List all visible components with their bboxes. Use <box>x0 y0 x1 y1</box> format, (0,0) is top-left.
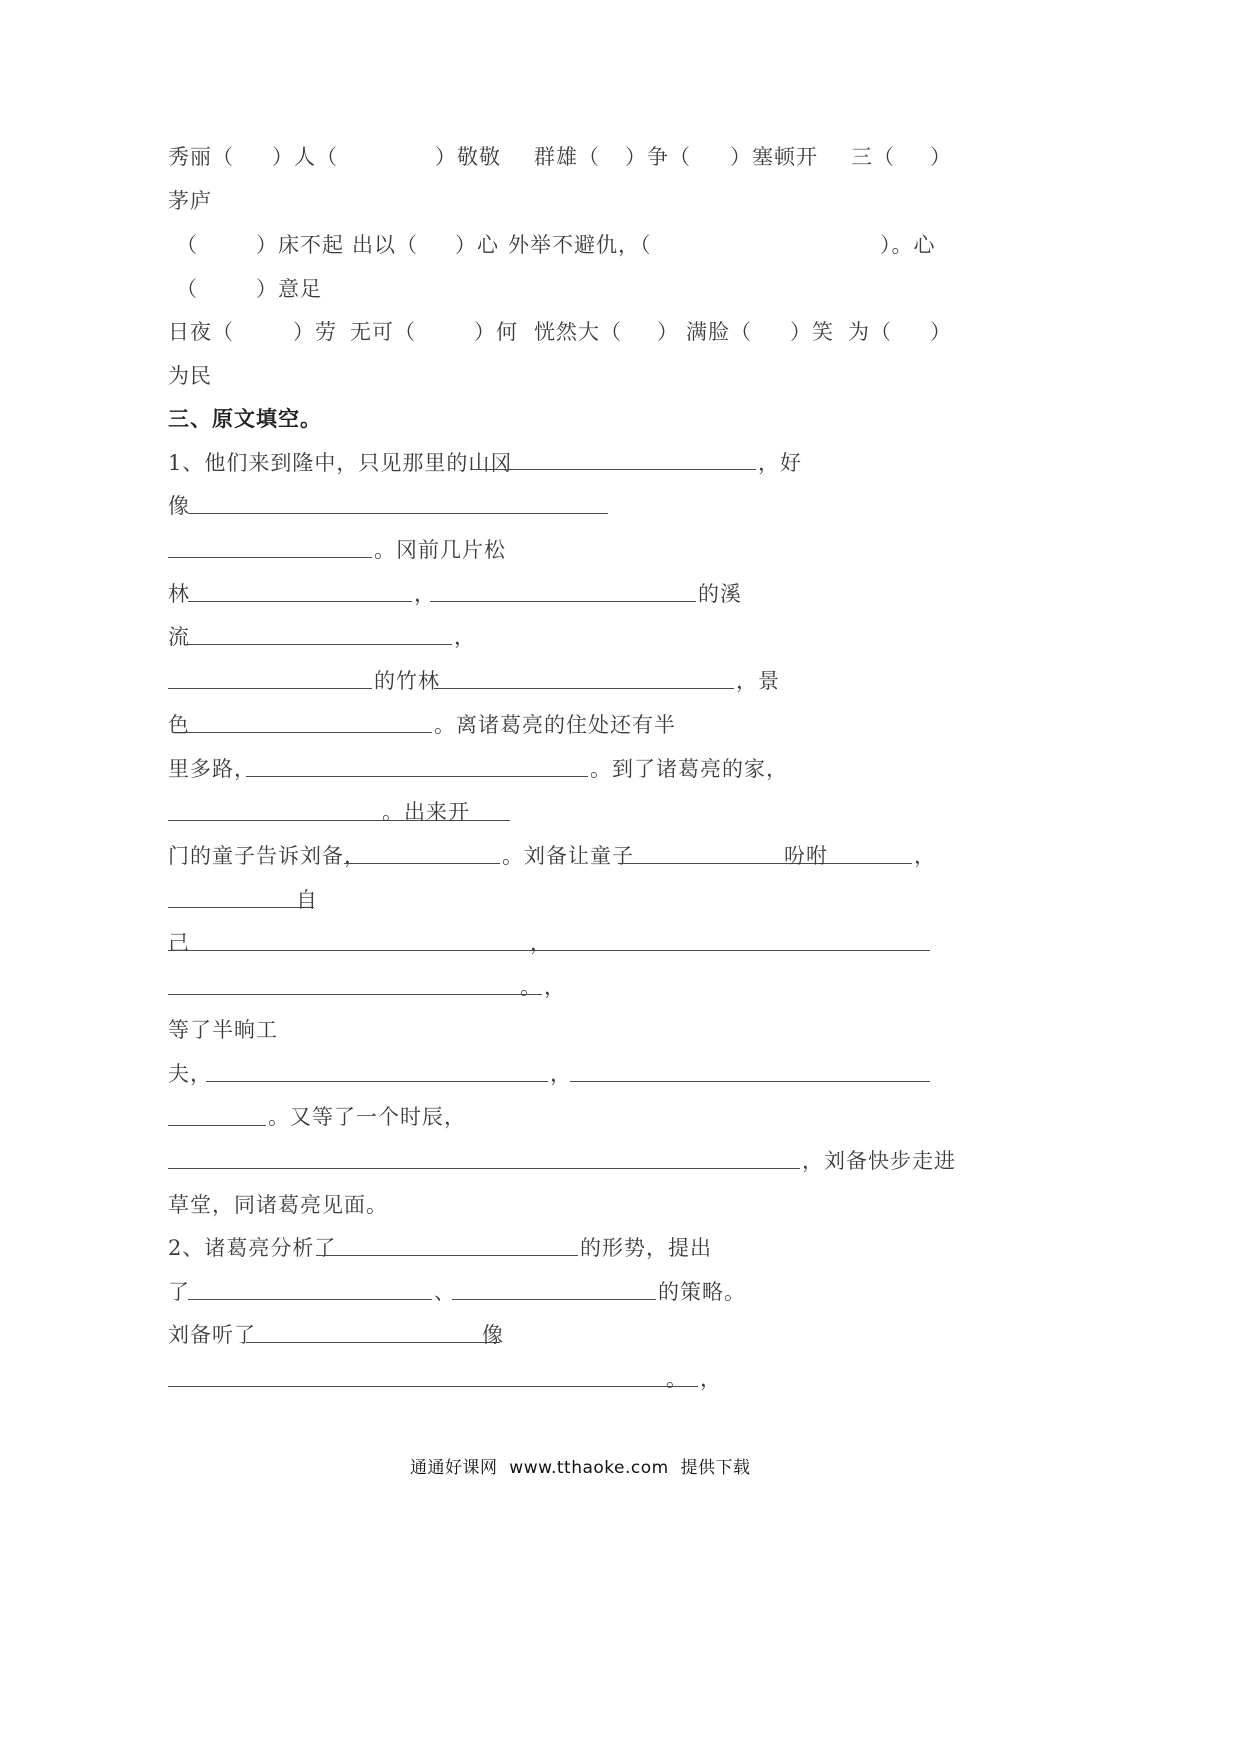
blank-line[interactable] <box>188 513 608 514</box>
question-text: ， <box>454 625 476 649</box>
question-text: ， <box>700 1367 722 1391</box>
question-text: ， <box>530 931 552 955</box>
blank-line[interactable] <box>168 1386 698 1387</box>
question-text: 。刘备让童子 <box>502 844 634 868</box>
question-text: 里多路， <box>168 757 256 781</box>
blank-line[interactable] <box>618 863 736 864</box>
vocab-item: ）人（ <box>272 145 338 169</box>
vocab-item: ）心 <box>455 233 499 257</box>
vocab-item: 无可（ <box>350 320 416 344</box>
question-text: 。离诸葛亮的住处还有半 <box>434 713 676 737</box>
question-text: 门的童子告诉刘备， <box>168 844 366 868</box>
question-text: ，好 <box>758 451 802 475</box>
question-text: 流 <box>168 625 190 649</box>
blank-line[interactable] <box>344 863 500 864</box>
question-text: ，景 <box>736 669 780 693</box>
vocab-item: ）劳 <box>293 320 337 344</box>
blank-line[interactable] <box>430 601 696 602</box>
vocab-item: 为民 <box>168 364 212 388</box>
vocab-item: ）何 <box>474 320 518 344</box>
vocab-item: ）争（ <box>625 145 691 169</box>
vocab-item: ） <box>657 320 679 344</box>
question-text: 像 <box>168 494 190 518</box>
question-text: 。到了诸葛亮的家， <box>590 757 788 781</box>
question-text: 林 <box>168 582 190 606</box>
question-text: ， <box>414 582 436 606</box>
question-text: 的竹林 <box>374 669 440 693</box>
question-text: 。 <box>520 975 542 999</box>
vocab-item: ） <box>930 320 952 344</box>
question-text: 了 <box>168 1280 190 1304</box>
question-text: 等了半晌工 <box>168 1018 278 1042</box>
vocab-item: ）床不起 <box>256 233 344 257</box>
question-text: 的溪 <box>698 582 742 606</box>
vocab-item: 满脸（ <box>686 320 752 344</box>
section-heading: 三、原文填空。 <box>168 407 322 431</box>
vocab-item: 茅庐 <box>168 189 212 213</box>
question-text: ， <box>550 1062 572 1086</box>
vocab-item: （ <box>176 233 198 257</box>
question-text: 吩咐 <box>784 844 828 868</box>
blank-line[interactable] <box>168 1125 266 1126</box>
vocab-item: ） <box>930 145 952 169</box>
blank-line[interactable] <box>246 776 588 777</box>
vocab-item: 日夜（ <box>168 320 234 344</box>
question-text: 己 <box>168 931 190 955</box>
question-text: 的策略。 <box>658 1280 746 1304</box>
vocab-item: ）。心 <box>880 233 936 257</box>
vocab-item: 群雄（ <box>534 145 600 169</box>
vocab-item: 秀丽（ <box>168 145 234 169</box>
question-text: 像 <box>482 1323 504 1347</box>
blank-line[interactable] <box>206 1081 548 1082</box>
blank-line[interactable] <box>168 820 278 821</box>
question-text: 刘备听了 <box>168 1323 256 1347</box>
question-text: 。出来开 <box>382 800 470 824</box>
blank-line[interactable] <box>168 907 206 908</box>
question-text: 草堂，同诸葛亮见面。 <box>168 1193 388 1217</box>
blank-line[interactable] <box>168 688 372 689</box>
question-text: ，刘备快步走进 <box>802 1149 956 1173</box>
blank-line[interactable] <box>168 1168 800 1169</box>
question-text: 。冈前几片松 <box>374 538 506 562</box>
vocab-item: ）意足 <box>256 277 322 301</box>
question-text: 1、他们来到隆中，只见那里的山冈 <box>168 451 513 475</box>
question-text: 色 <box>168 713 190 737</box>
question-text: 。 <box>666 1367 688 1391</box>
vocab-item: 恍然大（ <box>534 320 622 344</box>
vocab-item: 三（ <box>851 145 895 169</box>
blank-line[interactable] <box>246 1342 374 1343</box>
vocab-item: ）塞顿开 <box>730 145 818 169</box>
vocab-item: （ <box>176 277 198 301</box>
blank-line[interactable] <box>470 469 756 470</box>
footer-text: 通通好课网 www.tthaoke.com 提供下载 <box>410 1458 751 1478</box>
blank-line[interactable] <box>188 732 432 733</box>
question-text: 自 <box>296 888 318 912</box>
blank-line[interactable] <box>570 1081 930 1082</box>
blank-line[interactable] <box>188 601 412 602</box>
blank-line[interactable] <box>434 688 734 689</box>
question-text: 2、诸葛亮分析了 <box>168 1236 337 1260</box>
question-text: 。又等了一个时辰， <box>268 1105 466 1129</box>
blank-line[interactable] <box>168 994 542 995</box>
blank-line[interactable] <box>168 557 372 558</box>
blank-line[interactable] <box>316 1255 578 1256</box>
blank-line[interactable] <box>188 1299 432 1300</box>
blank-line[interactable] <box>188 644 452 645</box>
question-text: 夫， <box>168 1062 212 1086</box>
vocab-item: 外举不避仇，（ <box>508 233 652 257</box>
vocab-item: ）笑 <box>790 320 834 344</box>
question-text: 的形势，提出 <box>580 1236 712 1260</box>
vocab-item: 为（ <box>848 320 892 344</box>
vocab-item: 出以（ <box>352 233 418 257</box>
blank-line[interactable] <box>452 1299 656 1300</box>
question-text: ， <box>914 844 936 868</box>
question-text: 、 <box>434 1280 456 1304</box>
question-text: ， <box>544 975 566 999</box>
vocab-item: ）敬敬 <box>435 145 501 169</box>
